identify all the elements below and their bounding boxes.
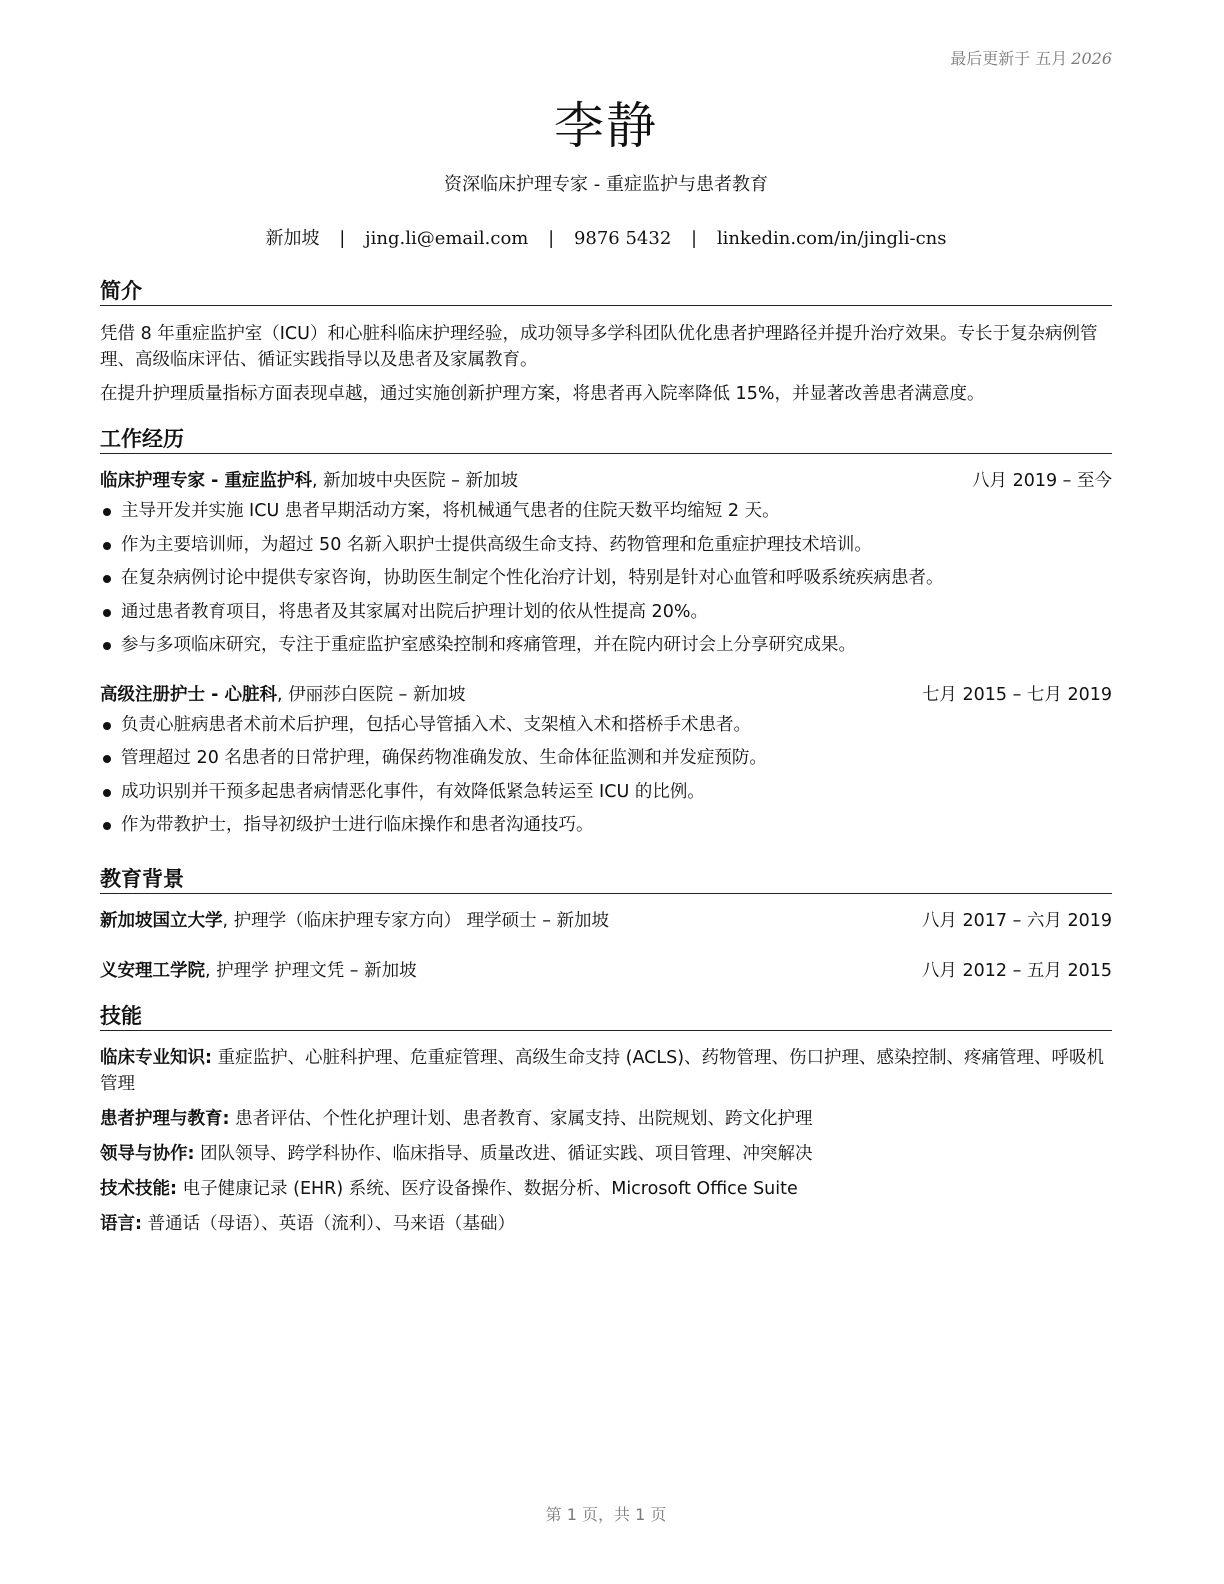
skill-label: 临床专业知识: [100,1048,212,1068]
summary-paragraph: 在提升护理质量指标方面表现卓越，通过实施创新护理方案，将患者再入院率降低 15%，并显著改善患者满意度。 [100,384,985,404]
job-title-line [100,468,518,494]
bullet-item [100,495,1112,529]
bullet-dot [103,542,111,550]
page-number: 第 1 页，共 1 页 [545,1505,667,1524]
education-entry [100,908,1112,934]
last-updated-label: 最后更新于 五月 [950,49,1068,68]
bullet-dot [103,575,111,583]
education-dates: 八月 2017 – 六月 2019 [921,911,1112,931]
bullet-dot [103,822,111,830]
skill-line [100,1211,1112,1237]
bullet-item [100,776,1112,810]
skill-value: 电子健康记录 (EHR) 系统、医疗设备操作、数据分析、Microsoft Office Suite [177,1179,798,1199]
job-organization: , 新加坡中央医院 – 新加坡 [311,471,518,491]
skill-line [100,1141,1112,1167]
job-organization: , 伊丽莎白医院 – 新加坡 [276,684,466,705]
bullet-item [100,742,1112,776]
resume-page [100,0,1112,1584]
summary-section [100,277,1112,407]
bullet-dot [103,722,111,730]
education-detail: , 护理学 护理文凭 – 新加坡 [205,961,417,981]
section-title-summary: 简介 [100,277,1112,306]
job-title-line [100,682,465,708]
bullet-dot [103,508,111,516]
contact-location: 新加坡 [265,228,320,249]
job-bullets [100,709,1112,843]
skill-value: 团队领导、跨学科协作、临床指导、质量改进、循证实践、项目管理、冲突解决 [194,1144,813,1164]
education-detail: , 护理学（临床护理专家方向） 理学硕士 – 新加坡 [222,911,610,931]
bullet-text: 在复杂病例讨论中提供专家咨询，协助医生制定个性化治疗计划，特别是针对心血管和呼吸系统疾病患者。 [121,568,944,588]
bullet-item [100,596,1112,630]
education-line [100,958,417,984]
skill-line [100,1045,1112,1097]
education-dates: 八月 2012 – 五月 2015 [921,961,1112,981]
bullet-text: 主导开发并实施 ICU 患者早期活动方案，将机械通气患者的住院天数平均缩短 2 天。 [121,501,780,521]
skill-line [100,1106,1112,1132]
bullet-item [100,562,1112,596]
contact-separator: | [548,228,555,249]
job-bullets [100,495,1112,663]
contact-linkedin-link[interactable]: linkedin.com/in/jingli-cns [716,228,947,249]
section-title-skills: 技能 [100,1002,1112,1031]
skill-label: 领导与协作: [100,1144,195,1164]
education-section [100,865,1112,984]
contact-separator: | [691,228,698,249]
contact-separator: | [339,228,346,249]
job-role: 临床护理专家 - 重症监护科 [100,471,312,491]
job-header [100,682,1112,708]
education-school: 新加坡国立大学 [100,911,223,931]
bullet-text: 作为带教护士，指导初级护士进行临床操作和患者沟通技巧。 [121,815,594,835]
contact-email-link[interactable]: jing.li@email.com [365,228,529,249]
bullet-item [100,709,1112,743]
bullet-text: 作为主要培训师，为超过 50 名新入职护士提供高级生命支持、药物管理和危重症护理技术培训。 [121,534,872,555]
bullet-text: 通过患者教育项目，将患者及其家属对出院后护理计划的依从性提高 20%。 [121,601,708,622]
bullet-text: 负责心脏病患者术前术后护理，包括心导管插入术、支架植入术和搭桥手术患者。 [121,714,751,735]
last-updated [950,46,1112,69]
bullet-text: 成功识别并干预多起患者病情恶化事件，有效降低紧急转运至 ICU 的比例。 [121,781,705,802]
bullet-text: 参与多项临床研究，专注于重症监护室感染控制和疼痛管理，并在院内研讨会上分享研究成果。 [121,635,856,655]
skill-value: 重症监护、心脏科护理、危重症管理、高级生命支持 (ACLS)、药物管理、伤口护理、感染控制、疼痛管理、呼吸机管理 [100,1048,1105,1094]
bullet-dot [103,642,111,650]
bullet-item [100,529,1112,563]
section-title-experience: 工作经历 [100,425,1112,454]
last-updated-year: 2026 [1071,49,1112,68]
skill-label: 技术技能: [100,1179,177,1199]
job-dates: 八月 2019 – 至今 [972,471,1112,491]
education-entry [100,958,1112,984]
contact-line [100,224,1112,250]
bullet-text: 管理超过 20 名患者的日常护理，确保药物准确发放、生命体征监测和并发症预防。 [121,748,767,768]
skill-label: 患者护理与教育: [100,1109,230,1129]
summary-paragraph: 凭借 8 年重症监护室（ICU）和心脏科临床护理经验，成功领导多学科团队优化患者护理路径并提升治疗效果。专长于复杂病例管理、高级临床评估、循证实践指导以及患者及家属教育。 [100,324,1098,370]
headline: 资深临床护理专家 - 重症监护与患者教育 [444,174,768,195]
skill-label: 语言: [100,1214,142,1234]
education-school: 义安理工学院 [100,961,205,981]
skills-section [100,1002,1112,1237]
skill-value: 普通话（母语）、英语（流利）、马来语（基础） [142,1214,516,1234]
skill-value: 患者评估、个性化护理计划、患者教育、家属支持、出院规划、跨文化护理 [229,1109,813,1129]
candidate-name: 李静 [554,97,658,155]
job-entry [100,468,1112,663]
bullet-item [100,809,1112,843]
section-title-education: 教育背景 [100,865,1112,894]
job-role: 高级注册护士 - 心脏科 [100,684,277,705]
bullet-item [100,629,1112,663]
job-header [100,468,1112,494]
education-line [100,908,609,934]
skill-line [100,1176,1112,1202]
bullet-dot [103,755,111,763]
contact-phone: 9876 5432 [573,228,672,249]
bullet-dot [103,789,111,797]
bullet-dot [103,609,111,617]
job-entry [100,682,1112,843]
experience-section [100,425,1112,843]
job-dates: 七月 2015 – 七月 2019 [921,684,1112,705]
